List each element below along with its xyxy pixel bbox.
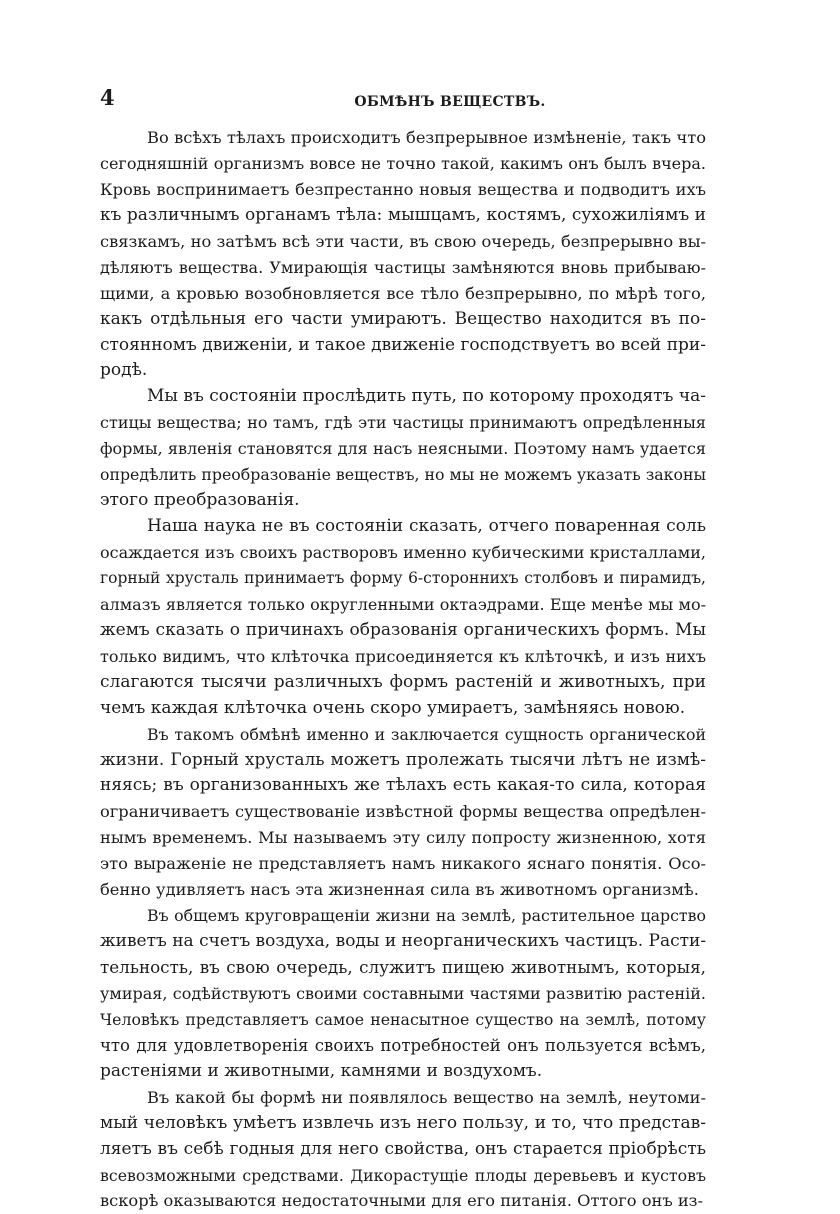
text-line: какъ отдѣльныя его части умираютъ. Вещество находится въ по- [100,308,706,329]
text-line: Въ какой бы формѣ ни появлялось вещество на землѣ, неутоми- [147,1087,706,1107]
text-line: умирая, содѣйствуютъ своими составными частями развитію растеній. [100,983,706,1003]
text-line: ляетъ въ себѣ годныя для него свойства, онъ старается пріобрѣсть [100,1138,706,1159]
text-line: няясь; въ организованныхъ же тѣлахъ есть какая-то сила, которая [100,775,706,796]
text-line: алмазъ является только округленными октаэдрами. Еще менѣе мы мо- [100,594,706,614]
text-line: сегодняшній организмъ вовсе не точно такой, какимъ онъ былъ вчера. [100,153,706,173]
paragraph [100,384,706,514]
text-line: живетъ на счетъ воздуха, воды и неорганическихъ частицъ. Расти- [100,931,706,952]
text-line: что для удовлетворенія своихъ потребностей онъ пользуется всѣмъ, [100,1035,706,1055]
text-line: къ различнымъ органамъ тѣла: мышцамъ, костямъ, сухожиліямъ и [100,204,706,225]
text-line: слагаются тысячи различныхъ формъ растеній и животныхъ, при [100,671,706,692]
text-line: стицы вещества; но тамъ, гдѣ эти частицы принимаютъ опредѣленныя [100,413,706,433]
text-line: горный хрусталь принимаетъ форму 6-стороннихъ столбовъ и пирамидъ, [100,568,706,587]
paragraph [100,125,706,384]
paragraph [100,1085,706,1214]
text-line: дѣляютъ вещества. Умирающія частицы замѣняются вновь прибываю- [100,257,706,277]
page-number: 4 [100,85,115,110]
text-line: Мы въ состояніи прослѣдить путь, по которому проходятъ ча- [147,386,706,407]
text-line: формы, явленія становятся для насъ неясными. Поэтому намъ удается [100,439,706,459]
text-line: Въ такомъ обмѣнѣ именно и заключается сущность органической [147,724,706,744]
text-line: тельность, въ свою очередь, служитъ пищею животнымъ, которыя, [100,957,706,977]
text-line: щими, а кровью возобновляется все тѣло безпрерывно, по мѣрѣ того, [100,283,706,303]
running-head: ОБМѢНЪ ВЕЩЕСТВЪ. [354,94,546,110]
text-line: ограничиваетъ существованіе извѣстной формы вещества опредѣлен- [100,802,706,822]
paragraph [100,903,706,1085]
text-line: жизни. Горный хрусталь можетъ пролежать тысячи лѣтъ не измѣ- [100,749,706,770]
text-line: это выраженіе не представляетъ намъ никакого яснаго понятія. Осо- [100,854,706,874]
paragraph [100,514,706,722]
text-line: связкамъ, но затѣмъ всѣ эти части, въ свою очередь, безпрерывно вы- [100,231,706,251]
text-line: бенно удивляетъ насъ эта жизненная сила въ животномъ организмѣ. [100,880,699,900]
text-line: чемъ каждая клѣточка очень скоро умираетъ, замѣняясь новою. [100,697,686,718]
text-line: Человѣкъ представляетъ самое ненасытное существо на землѣ, потому [100,1009,706,1029]
text-line: жемъ сказать о причинахъ образованія органическихъ формъ. Мы [100,619,706,640]
text-line: вскорѣ оказываются недостаточными для его питанія. Оттого онъ из- [100,1191,704,1211]
text-line: Наша наука не въ состояніи сказать, отчего поваренная соль [147,516,706,537]
text-line: осаждается изъ своихъ растворовъ именно кубическими кристаллами, [100,543,706,562]
page-body [100,125,706,1214]
text-line: опредѣлить преобразованіе веществъ, но мы не можемъ указать законы [100,465,706,485]
text-line: стоянномъ движеніи, и такое движеніе господствуетъ во всей при- [100,334,706,355]
text-line: Во всѣхъ тѣлахъ происходитъ безпрерывное измѣненіе, такъ что [147,128,706,147]
text-line: всевозможными средствами. Дикорастущіе плоды деревьевъ и кустовъ [100,1165,706,1185]
text-line: нымъ временемъ. Мы называемъ эту силу попросту жизненною, хотя [100,828,706,848]
text-line: Кровь воспринимаетъ безпрестанно новыя вещества и подводитъ ихъ [100,179,706,199]
text-line: мый человѣкъ умѣетъ извлечь изъ него пользу, и то, что представ- [100,1112,706,1133]
text-line: этого преобразованія. [100,490,300,511]
text-line: Въ общемъ круговращеніи жизни на землѣ, растительное царство [147,906,706,926]
paragraph [100,722,706,904]
text-line: растеніями и животными, камнями и воздухомъ. [100,1060,543,1081]
text-line: только видимъ, что клѣточка присоединяется къ клѣточкѣ, и изъ нихъ [100,646,706,666]
text-line: родѣ. [100,360,148,381]
